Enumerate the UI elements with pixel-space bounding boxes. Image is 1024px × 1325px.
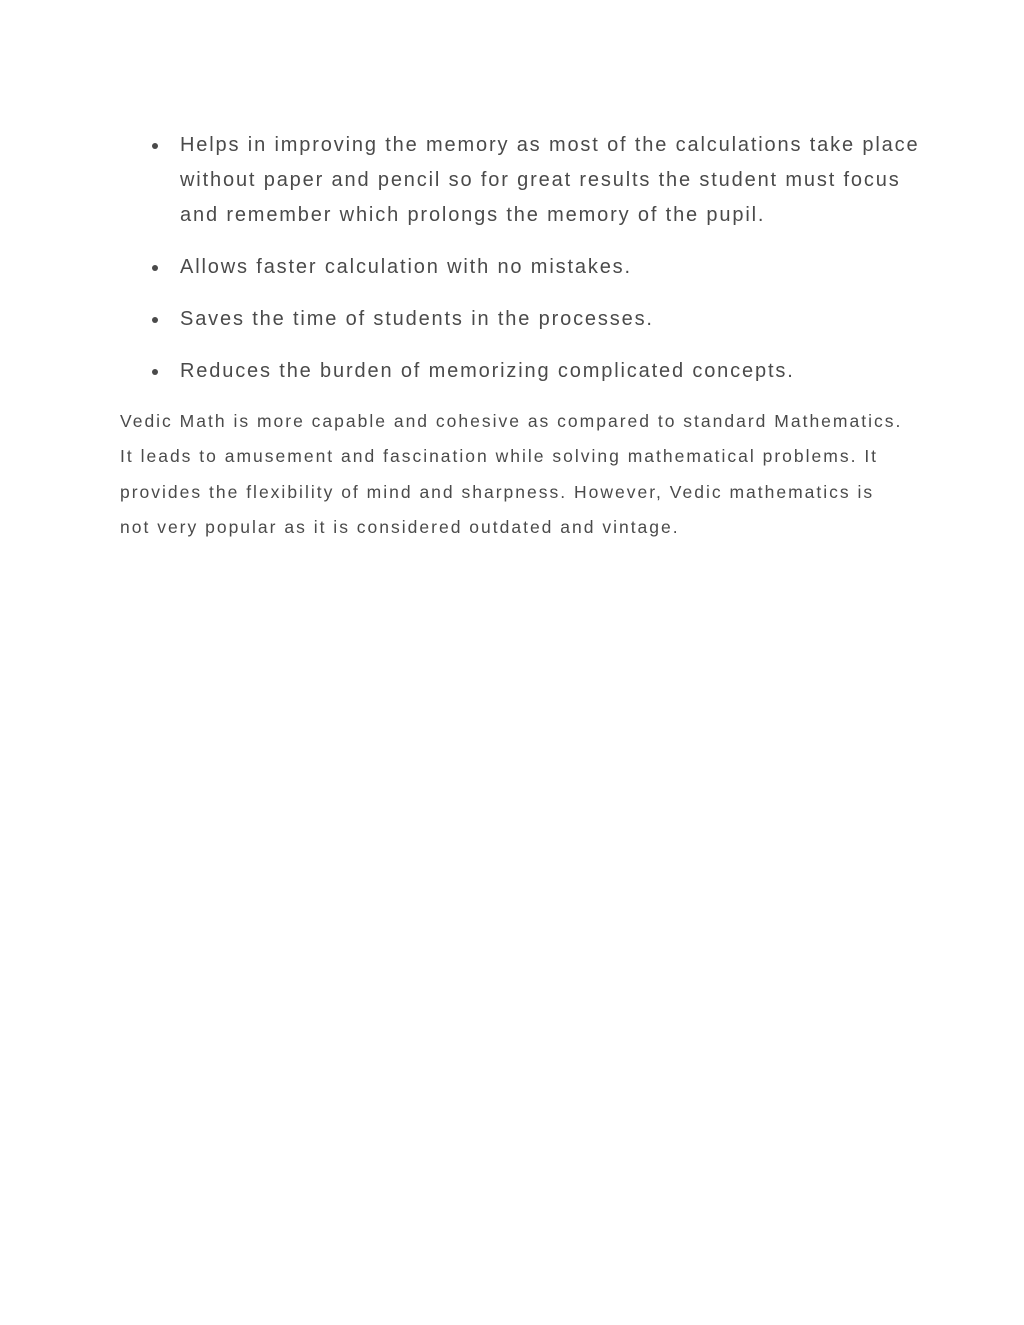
list-item-text: Reduces the burden of memorizing complicated concepts.: [180, 360, 795, 382]
list-item-text: Saves the time of students in the processes.: [180, 308, 654, 330]
list-item: [150, 302, 930, 337]
list-item-text: Allows faster calculation with no mistakes.: [180, 256, 632, 278]
list-item: [150, 354, 930, 389]
list-item: [150, 250, 930, 285]
list-item: [150, 128, 930, 233]
bullet-icon: [152, 143, 158, 149]
benefits-list: [150, 128, 930, 406]
bullet-icon: [152, 265, 158, 271]
bullet-icon: [152, 317, 158, 323]
bullet-icon: [152, 369, 158, 375]
body-paragraph: Vedic Math is more capable and cohesive as compared to standard Mathematics. It leads to amusement and fascination while solving mathematical problems. It provides the flexibility of mind and sharpness. However, Vedic mathematics is not very popular as it is considered outdated and vintage.: [120, 411, 903, 537]
list-item-text: Helps in improving the memory as most of the calculations take place without paper and pencil so for great results the student must focus and remember which prolongs the memory of the pupil.: [180, 134, 920, 226]
